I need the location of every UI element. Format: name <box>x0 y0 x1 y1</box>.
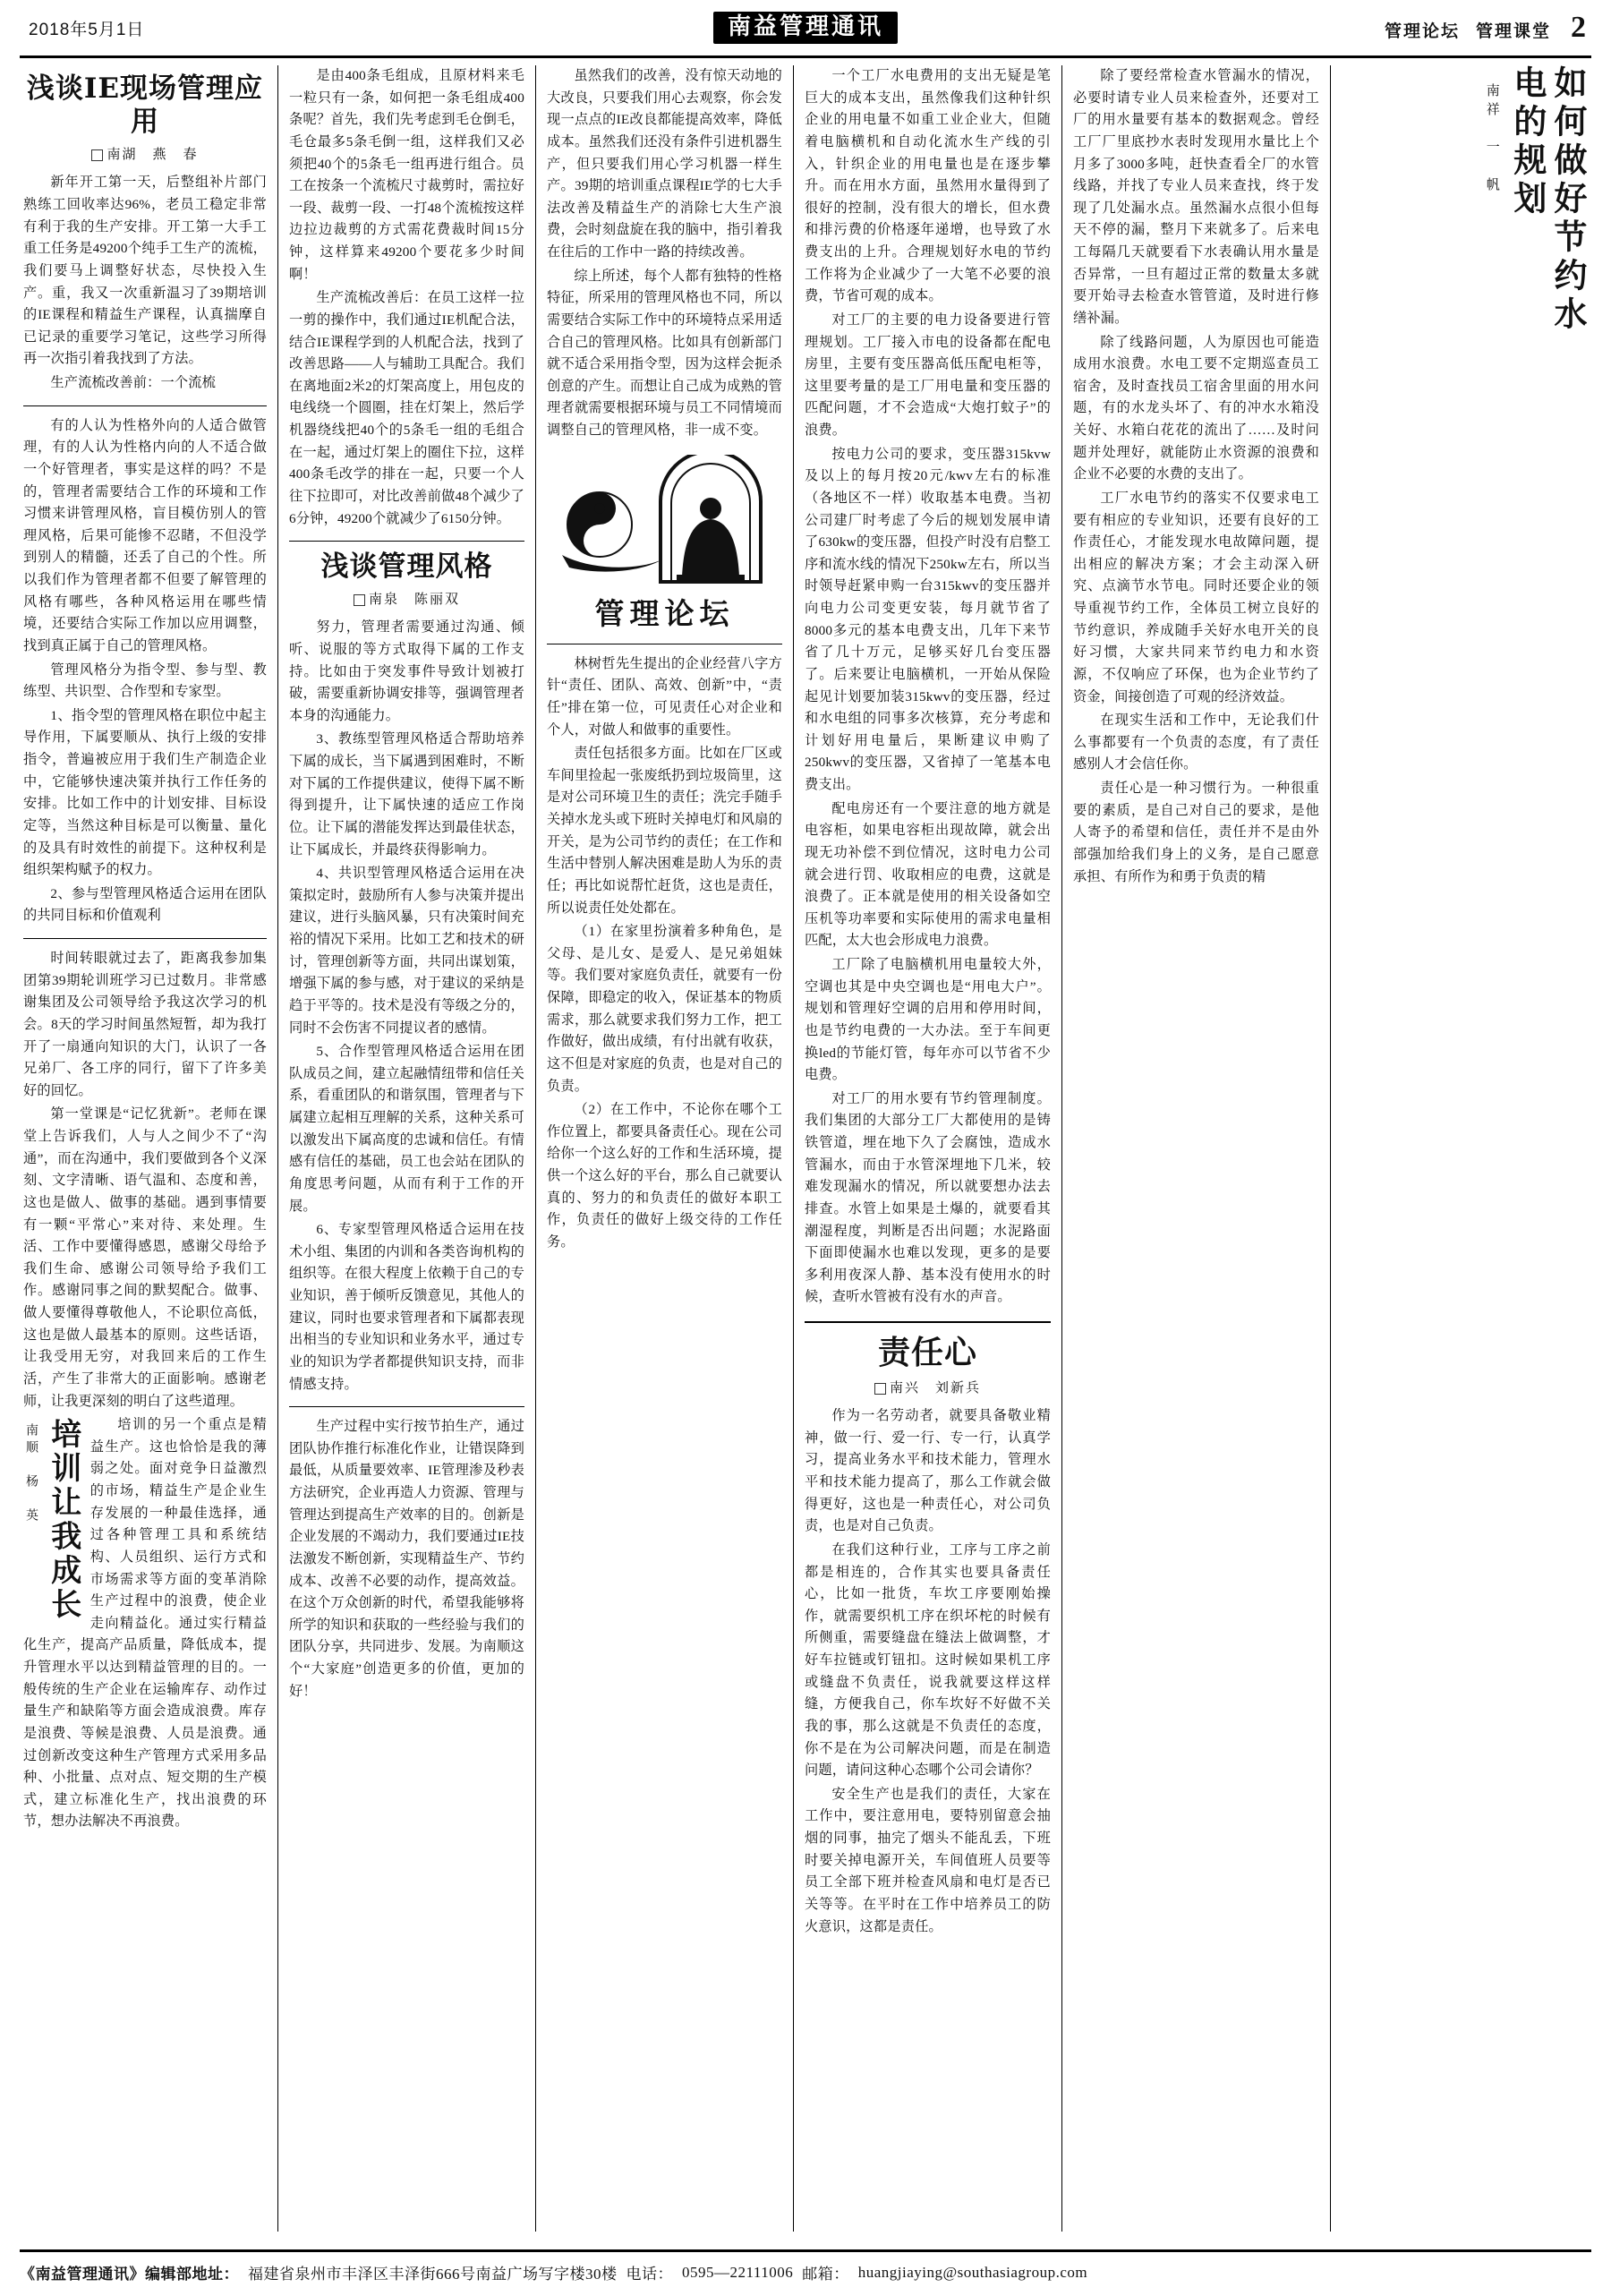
footer-address: 福建省泉州市丰泽区丰泽街666号南益广场写字楼30楼 <box>248 2266 618 2283</box>
article-title-water-power: 如何做好节约水电的规划 <box>1507 65 1588 335</box>
paragraph: 按电力公司的要求，变压器315kvw及以上的每月按20元/kwv左右的标准（各地区不一样）收取基本电费。当初公司建厂时考虑了今后的规划发展申请了630kw的变压器，但投产时没有启整工序和流水线的情况下250kw左右，所以当时领导赶紧申购一台315kwv的变压器并向电力公司变更安装，每月就节省了8000多元的基本电费支出，几年下来节省了几十万元，足够买好几台变压器了。后来要让电脑横机，一开始从保险起见计划要加装315kwv的变压器，经过和水电组的同事多次核算，充分考虑和计划好用电量后，果断建议申购了250kwv的变压器，又省掉了一笔基本电费支出。 <box>805 446 1051 792</box>
paragraph: 第一堂课是“记忆犹新”。老师在课堂上告诉我们，人与人之间少不了“沟通”，而在沟通中，我们要做到各个义深刻、文字清晰、语气温和、态度和善，这也是做人、做事的基础。遇到事情要有一颗“平常心”来对待、来处理。生活、工作中要懂得感恩，感谢父母给予我们生命、感谢公司领导给予我们工作。感谢同事之间的默契配合。做事、做人要懂得尊敬他人，不论职位高低，这也是做人最基本的原则。这些话语，让我受用无穷，对我回来后的工作生活，产生了非常大的正面影响。感谢老师，让我更深刻的明白了这些道理。 <box>23 1106 267 1409</box>
paragraph: 安全生产也是我们的责任，大家在工作中，要注意用电，要特别留意会抽烟的同事，抽完了烟头不能乱丢，下班时要关掉电源开关，车间值班人员要等员工全部下班并检查风扇和电灯是否已关等等。在平时在工作中培养员工的防火意识，这都是责任。 <box>805 1786 1051 1934</box>
byline-box-icon <box>354 594 365 606</box>
paragraph: 4、共识型管理风格适合运用在决策拟定时，鼓励所有人参与决策并提出建议，进行头脑风暴，只有决策时间充裕的情况下采用。比如工艺和技术的研讨，管理创新等方面，共同出谋划策，增强下属的参与感，对于建议的采纳是趋于平等的。技术是没有等级之分的，同时不会伤害不同提议者的感情。 <box>289 866 524 1036</box>
paragraph: 6、专家型管理风格适合运用在技术小组、集团的内训和各类咨询机构的组织等。在很大程度上依赖于自己的专业知识，善于倾听反馈意见，其他人的建议，同时也要求管理者和下属都表现出相当的专业知识和业务水平，通过专业的知识为学者都提供知识支持，而非情感支持。 <box>289 1222 524 1392</box>
paragraph: 工厂水电节约的落实不仅要求电工要有相应的专业知识，还要有良好的工作责任心，才能发现水电故障问题，提出相应的解决方案；才会主动深入研究、点滴节水节电。同时还要企业的领导重视节约工作，全体员工树立良好的节约意识，养成随手关好水电开关的良好习惯，大家共同来节约电力和水资源，不仅响应了环保，也为企业节约了资金，间接创造了可观的经济效益。 <box>1073 490 1319 704</box>
byline-text: 南泉 陈丽双 <box>368 592 460 608</box>
forum-logo-text: 管理论坛 <box>594 595 735 631</box>
article-title-ie: 浅谈IE现场管理应用 <box>26 73 264 139</box>
paragraph: 除了要经常检查水管漏水的情况，必要时请专业人员来检查外，还要对工厂的用水量要有基本的数据观念。曾经工厂厂里底抄水表时发现用水量比上个月多了3000多吨，赶快查看全厂的水管线路，并找了专业人员来查找，终于发现了几处漏水点。虽然漏水点很小但每天不停的漏，整月下来就多了。后来电工每隔几天就要看下水表确认用水量是否异常，一旦有超过正常的数量太多就要开始寻去检查水管管道，及时进行修缮补漏。 <box>1073 68 1319 326</box>
article-byline-training: 南顺 杨 英 <box>25 1423 39 1526</box>
paragraph: 是由400条毛组成，且原材料来毛一粒只有一条，如何把一条毛组成400条呢？首先，我们先考虑到毛仓倒毛，毛仓最多5条毛倒一组，这样我们又必须把40个的5条毛一组再进行组合。员工在按条一个流梳尺寸裁剪时，需拉好一段、裁剪一段、一打48个流梳按这样边拉边裁剪的方式需花费裁时间15分钟，这样算来49200个要花多少时间啊！ <box>289 68 524 282</box>
article-byline-responsibility <box>805 1378 1051 1396</box>
paragraph: （2）在工作中，不论你在哪个工作位置上，都要具备责任心。现在公司给你一个这么好的工作和生活环境，提供一个这么好的平台，那么自己就要认真的、努力的和负责任的做好本职工作，负责任的做好上级交待的工作任务。 <box>547 1102 782 1250</box>
divider <box>23 938 267 939</box>
column-6 <box>1330 65 1591 2232</box>
section-label-forum: 管理论坛 <box>1384 22 1460 41</box>
section-label-classroom: 管理课堂 <box>1475 22 1551 41</box>
paragraph: 作为一名劳动者，就要具备敬业精神，做一行、爱一行、专一行，认真学习，提高业务水平和技术能力，管理水平和技术能力提高了，那么工作就会做得更好，这也是一种责任心，对公司负责，也是对自己负责。 <box>805 1408 1051 1534</box>
footer-phone: 0595—22111006 <box>682 2263 794 2281</box>
divider <box>23 405 267 406</box>
paragraph: 除了线路问题，人为原因也可能造成用水浪费。水电工要不定期巡查员工宿舍，及时查找员工宿舍里面的用水问题，有的水龙头坏了、有的冲水水箱没关好、水箱白花花的流出了……及时问题并处理好，就能防止水资源的浪费和企业不必要的水费的支出了。 <box>1073 334 1319 482</box>
paragraph: 2、参与型管理风格适合运用在团队的共同目标和价值观利 <box>23 885 267 924</box>
footer-mail[interactable]: huangjiaying@southasiagroup.com <box>857 2263 1088 2281</box>
divider <box>289 541 524 542</box>
paragraph: 3、教练型管理风格适合帮助培养下属的成长，当下属遇到困难时，不断对下属的工作提供建议，使得下属不断得到提升，让下属快速的适应工作岗位。让下属的潜能发挥达到最佳状态，让下属成长，并最终获得影响力。 <box>289 731 524 858</box>
masthead-sections <box>1385 11 1586 45</box>
paragraph: 5、合作型管理风格适合运用在团队成员之间，建立起融情纽带和信任关系，看重团队的和谐氛围，管理者与下属建立起相互理解的关系，这种关系可以激发出下属高度的忠诚和信任。有情感有信任的基础，员工也会站在团队的角度思考问题，从而有利于工作的开展。 <box>289 1044 524 1214</box>
paragraph: （1）在家里扮演着多种角色，是父母、是儿女、是爱人、是兄弟姐妹等。我们要对家庭负责任，就要有一份保障，即稳定的收入，保证基本的物质需求，那么就要求我们努力工作，把工作做好，做出成绩，有付出就有收获，这不但是对家庭的负责，也是对自己的负责。 <box>547 924 782 1094</box>
paragraph: 一个工厂水电费用的支出无疑是笔巨大的成本支出，虽然像我们这种针织企业的用电量不如重工业企业大，但随着电脑横机和自动化流水生产线的引入，针织企业的用电量也是在逐步攀升。而在用水方面，虽然用水量得到了很好的控制，没有很大的增长，但水费和排污费的价格逐年递增，也导致了水费支出的上升。合理规划好水电的节约工作将为企业减少了一大笔不必要的浪费，节省可观的成本。 <box>805 68 1051 304</box>
footer-mail-label: 邮箱： <box>802 2266 849 2283</box>
article-title-responsibility: 责任心 <box>877 1334 977 1371</box>
paragraph: 生产流梳改善后：在员工这样一拉一剪的操作中，我们通过IE机配合法，结合IE课程学到的人机配合法，找到了改善思路——人与辅助工具配合。我们在离地面2米2的灯架高度上，用包皮的电线绕一个圆圈，挂在灯架上，然后学机器绕线把40个的5条毛一组的毛组合在一起，通过灯架上的圈住下拉，这样400条毛改学的排在一起，只要一个人往下拉即可，对比改善前做48个减少了6分钟，49200个就减少了6150分钟。 <box>289 290 524 526</box>
byline-text: 南兴 刘新兵 <box>889 1380 981 1396</box>
column-1 <box>20 65 277 2232</box>
article-byline-style <box>289 589 524 608</box>
forum-artwork-svg <box>553 455 777 589</box>
paragraph: 虽然我们的改善，没有惊天动地的大改良，只要我们用心去观察，你会发现一点点的IE改良都能提高效率，降低成本。虽然我们还没有条件引进机器生产，但只要我们用心学习机器一样生产。39期的培训重点课程IE学的七大手法改善及精益生产的消除七大生产浪费，会时刻盘旋在我的脑中，指引着我在往后的工作中一路的持续改善。 <box>547 68 782 260</box>
page-number: 2 <box>1571 11 1586 44</box>
column-5 <box>1061 65 1330 2232</box>
byline-box-icon <box>874 1383 886 1395</box>
forum-logo-block <box>553 455 777 633</box>
byline-text: 南湖 燕 春 <box>107 147 199 163</box>
masthead <box>20 0 1591 58</box>
publication-logo: 南益管理通讯 <box>713 12 898 44</box>
paragraph: 有的人认为性格外向的人适合做管理，有的人认为性格内向的人不适合做一个好管理者，事实是这样的吗？不是的，管理者需要结合工作的环境和工作习惯来讲管理风格，盲目模仿别人的管理风格，后果可能惨不忍睹，不但没学到别人的精髓，还丢了自己的个性。所以我们作为管理者都不但要了解管理的风格有哪些，各种风格运用在哪些情境，还要结合实际工作加以应用调整，找到真正属于自己的管理风格。 <box>23 417 267 653</box>
vertical-headline-training <box>23 1418 81 1622</box>
paragraph: 努力，管理者需要通过沟通、倾听、说服的等方式取得下属的工作支持。比如由于突发事件导致计划被打破，需要重新协调安排等，强调管理者本身的沟通能力。 <box>289 619 524 723</box>
paragraph: 时间转眼就过去了，距离我参加集团第39期轮训班学习已过数月。非常感谢集团及公司领导给予我这次学习的机会。8天的学习时间虽然短暂，却为我打开了一扇通向知识的大门，认识了一各兄弟厂、各工序的同行，留下了许多美好的回忆。 <box>23 951 267 1098</box>
paragraph: 对工厂的用水要有节约管理制度。我们集团的大部分工厂大都使用的是铸铁管道，埋在地下久了会腐蚀，造成水管漏水，而由于水管深埋地下几米，较难发现漏水的情况，所以就要想办法去排查。水管上如果是土爆的，就要看其潮湿程度，判断是否出问题；水泥路面下面即使漏水也难以发现，更多的是要多利用夜深人静、基本没有使用水的时候，查听水管被有没有水的声音。 <box>805 1090 1051 1305</box>
column-2 <box>277 65 535 2232</box>
column-3 <box>535 65 793 2232</box>
paragraph: 责任包括很多方面。比如在厂区或车间里捡起一张废纸扔到垃圾筒里，这是对公司环境卫生的责任；洗完手随手关掉水龙头或下班时关掉电灯和风扇的开关，是为公司节约的责任；在工作和生活中替别人解决困难是助人为乐的责任；再比如说帮忙赶货，这也是责任，所以说责任处处都在。 <box>547 746 782 916</box>
column-4 <box>793 65 1061 2232</box>
paragraph: 综上所述，每个人都有独特的性格特征，所采用的管理风格也不同，所以需要结合实际工作中的环境特点采用适合自己的管理风格。比如具有创新部门就不适合采用指令型，因为这样会扼杀创意的产生。而想让自己成为成熟的管理者就需要根据环境与员工不同情境而调整自己的管理风格，非一成不变。 <box>547 268 782 438</box>
paragraph: 责任心是一种习惯行为。一种很重要的素质，是自己对自己的要求，是他人寄予的希望和信任，责任并不是由外部强加给我们身上的义务，是自己愿意承担、有所作为和勇于负责的精 <box>1073 781 1319 884</box>
paragraph: 生产过程中实行按节拍生产，通过团队协作推行标准化作业，让错误降到最低，从质量要效率、IE管理渗及秒表方法研究，企业再造人力资源、管理与管理达到提高生产效率的目的。创新是企业发展的不竭动力，我们要通过IE技法激发不断创新，实现精益生产、节约成本、改善不必要的动作，提高效益。在这个万众创新的时代，希望我能够将所学的知识和获取的一些经验与我们的团队分享，共同进步、发展。为南顺这个“大家庭”创造更多的价值，更加的好！ <box>289 1419 524 1699</box>
publication-date: 2018年5月1日 <box>29 20 145 39</box>
paragraph: 林树哲先生提出的企业经营八字方针“责任、团队、高效、创新”中，“责任”排在第一位，可见责任心对企业和个人，对做人和做事的重要性。 <box>547 655 782 738</box>
paragraph: 在现实生活和工作中，无论我们什么事都要有一个负责的态度，有了责任感别人才会信任你。 <box>1073 713 1319 772</box>
vertical-headline-water-power <box>1342 65 1588 370</box>
footer <box>20 2249 1591 2283</box>
byline-box-icon <box>91 149 103 161</box>
divider <box>805 1321 1051 1323</box>
article-title-style: 浅谈管理风格 <box>320 551 493 584</box>
paragraph: 培训的另一个重点是精益生产。这也恰恰是我的薄弱之处。面对竞争日益激烈的市场，精益生产是企业生存发展的一种最佳选择，通过各种管理工具和系统结构、人员组织、运行方式和市场需求等方面的变革消除生产过程中的浪费，使企业走向精益化。通过实行精益化生产，提高产品质量，降低成本，提升管理水平以达到精益管理的目的。一般传统的生产企业在运输库存、动作过量生产和缺陷等方面会造成浪费。库存是浪费、等候是浪费、人员是浪费。通过创新改变这种生产管理方式采用多品种、小批量、点对点、短交期的生产模式，建立标准化生产，找出浪费的环节，想办法解决不再浪费。 <box>23 1417 267 1830</box>
page-content <box>20 58 1591 2232</box>
paragraph: 对工厂的主要的电力设备要进行管理规划。工厂接入市电的设备都在配电房里，主要有变压器高低压配电柜等，这里要考量的是工厂用电量和变压器的匹配问题，才不会造成“大炮打蚊子”的浪费。 <box>805 312 1051 438</box>
paragraph: 新年开工第一天，后整组补片部门熟练工回收率达96%，老员工稳定非常有利于我的生产安排。开工第一大手工重工任务是49200个纯手工生产的流梳，我们要马上调整好状态，尽快投入生产。重，我又一次重新温习了39期培训的IE课程和精益生产课程，认真揣摩自已记录的重要学习笔记，这些学习所得再一次指引着我找到了方法。 <box>23 175 267 367</box>
paragraph: 在我们这种行业，工序与工序之前都是相连的，合作其实也要具备责任心，比如一批货，车坎工序要刚始操作，就需要织机工序在织坏柁的时候有所侧重，需要缝盘在缝法上做调整，才好车拉链或钉钮扣。这时候如果机工序或缝盘不负责任，说我就要这样这样缝，方便我自己，你车坎好不好做不关我的事，那么这就是不负责任的态度，你不是在为公司解决问题，而是在制造问题，请问这种心态哪个公司会请你？ <box>805 1541 1051 1779</box>
paragraph: 配电房还有一个要注意的地方就是电容柜，如果电容柜出现故障，就会出现无功补偿不到位情况，这时电力公司就会进行罚、收取相应的电费，这就是浪费了。正本就是使用的相关设备如空压机等功率要和实际使用的需求电量相匹配，太大也会形成电力浪费。 <box>805 800 1051 949</box>
article-title-training: 培训让我成长 <box>45 1418 81 1623</box>
article-byline-water-power: 南祥 一 帆 <box>1484 83 1500 196</box>
paragraph: 1、指令型的管理风格在职位中起主导作用，下属要顺从、执行上级的安排指令，普遍被应用于我们生产制造企业中，它能够快速决策并执行工作任务的安排。比如工作中的计划安排、目标设定等，当然这种目标是可以衡量、量化的及具有时效性的前提下。这种权利是组织架构赋予的权力。 <box>23 707 267 878</box>
paragraph: 工厂除了电脑横机用电量较大外，空调也其是中央空调也是“用电大户”。规划和管理好空调的启用和停用时间，也是节约电费的一大办法。至于车间更换led的节能灯管，每年亦可以节省不少电费。 <box>805 957 1051 1083</box>
paragraph: 生产流梳改善前：一个流梳 <box>50 375 217 390</box>
paragraph: 管理风格分为指令型、参与型、教练型、共识型、合作型和专家型。 <box>23 661 267 700</box>
forum-illustration <box>553 455 777 589</box>
footer-publisher: 《南益管理通讯》编辑部地址： <box>20 2266 239 2283</box>
footer-phone-label: 电话： <box>626 2266 673 2283</box>
article-byline-ie <box>23 144 267 163</box>
divider <box>289 1406 524 1407</box>
